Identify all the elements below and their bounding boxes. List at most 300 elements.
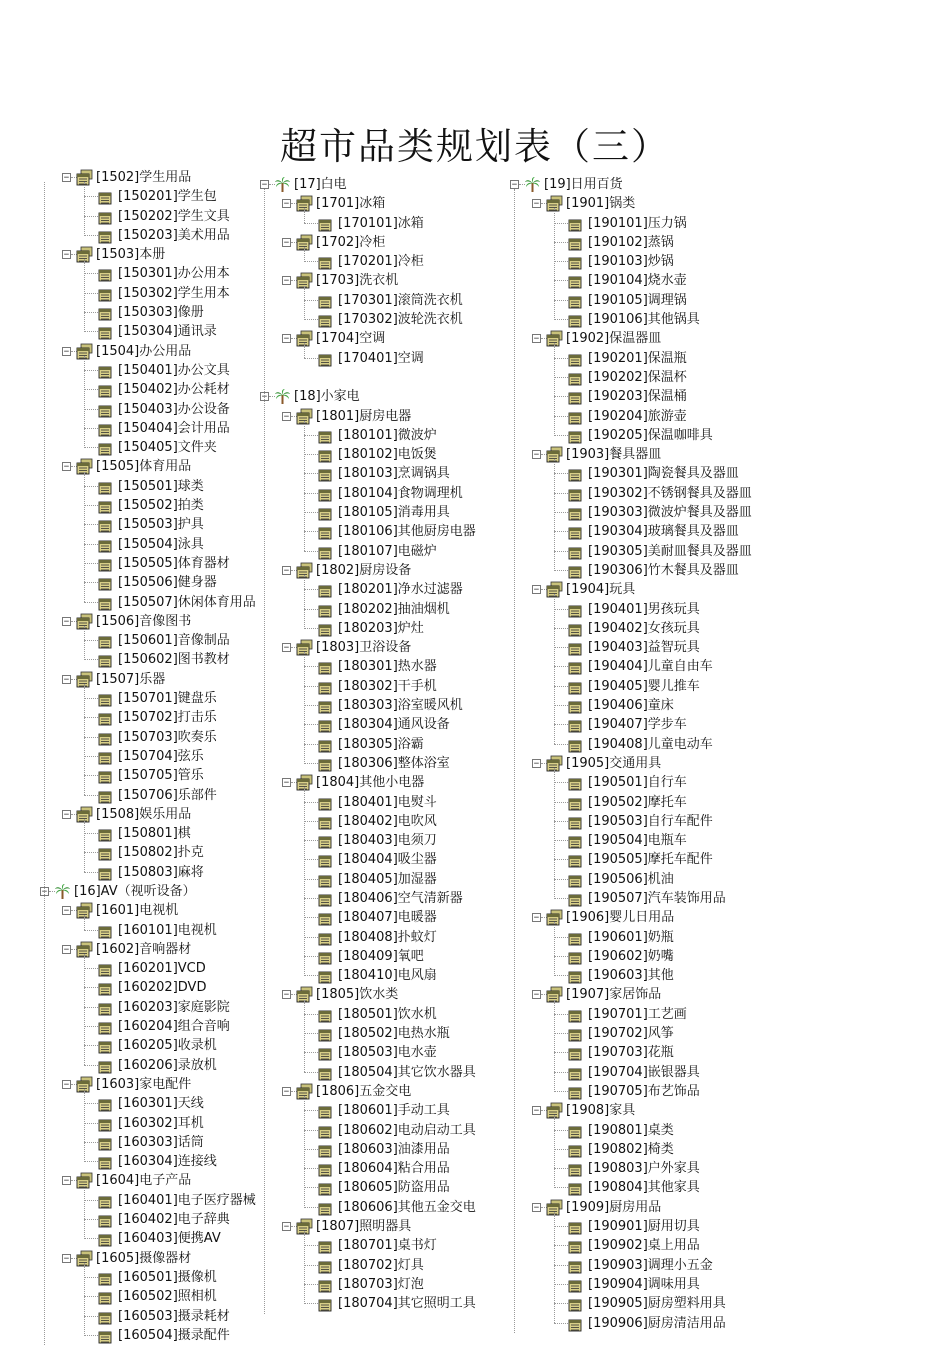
tree-leaf-item[interactable] <box>510 1082 770 1101</box>
tree-leaf-label: [190705]布艺饰品 <box>588 1083 700 1099</box>
collapse-toggle-icon[interactable]: − <box>533 450 540 461</box>
tree-node-label: [1903]餐具器皿 <box>566 447 662 463</box>
tree-leaf-item[interactable] <box>510 464 770 483</box>
item-box-icon <box>568 1044 585 1061</box>
tree-connector <box>304 917 318 918</box>
item-box-icon <box>98 979 115 996</box>
tree-leaf-item[interactable] <box>260 291 510 310</box>
collapse-toggle-icon[interactable]: − <box>533 585 540 596</box>
tree-node-category[interactable] <box>40 1249 280 1268</box>
tree-leaf-label: [190408]儿童电动车 <box>588 736 713 752</box>
tree-connector <box>304 1187 318 1188</box>
tree-leaf-item[interactable] <box>260 214 510 233</box>
tree-node-category[interactable] <box>510 908 770 927</box>
tree-leaf-item[interactable] <box>510 1159 770 1178</box>
tree-leaf-item[interactable] <box>510 1063 770 1082</box>
tree-connector <box>554 1284 568 1285</box>
tree-connector <box>84 389 98 390</box>
tree-connector <box>304 551 318 552</box>
tree-node-category[interactable] <box>510 754 770 773</box>
tree-leaf-item[interactable] <box>40 303 280 322</box>
tree-node-category[interactable] <box>40 1171 280 1190</box>
tree-leaf-item[interactable] <box>260 619 510 638</box>
tree-leaf-item[interactable] <box>40 438 280 457</box>
tree-leaf-item[interactable] <box>40 496 280 515</box>
tree-node-category[interactable] <box>260 407 510 426</box>
tree-leaf-item[interactable] <box>510 1314 770 1333</box>
tree-leaf-item[interactable] <box>40 284 280 303</box>
tree-leaf-item[interactable] <box>510 889 770 908</box>
tree-leaf-item[interactable] <box>510 831 770 850</box>
tree-leaf-item[interactable] <box>40 650 280 669</box>
tree-leaf-item[interactable] <box>40 1287 280 1306</box>
collapse-toggle-icon[interactable]: − <box>283 199 290 210</box>
tree-leaf-item[interactable] <box>510 638 770 657</box>
tree-leaf-item[interactable] <box>510 426 770 445</box>
tree-leaf-item[interactable] <box>510 1043 770 1062</box>
tree-leaf-item[interactable] <box>260 850 510 869</box>
tree-leaf-item[interactable] <box>260 1256 510 1275</box>
tree-branch-line <box>84 182 85 236</box>
tree-node-category[interactable] <box>40 612 280 631</box>
tree-connector <box>84 640 98 641</box>
tree-leaf-item[interactable] <box>40 187 280 206</box>
tree-connector <box>554 802 568 803</box>
tree-leaf-item[interactable] <box>260 735 510 754</box>
tree-leaf-item[interactable] <box>40 1268 280 1287</box>
tree-node-category[interactable] <box>260 638 510 657</box>
tree-leaf-item[interactable] <box>260 677 510 696</box>
tree-leaf-item[interactable] <box>260 310 510 329</box>
collapse-toggle-icon[interactable]: − <box>283 1222 290 1233</box>
item-box-icon <box>318 755 335 772</box>
tree-leaf-item[interactable] <box>260 1198 510 1217</box>
tree-leaf-item[interactable] <box>40 380 280 403</box>
tree-leaf-item[interactable] <box>510 349 770 368</box>
tree-node-category[interactable] <box>40 805 280 824</box>
tree-leaf-item[interactable] <box>260 696 510 715</box>
tree-leaf-item[interactable] <box>40 1307 280 1326</box>
tree-node-category[interactable] <box>510 445 770 464</box>
tree-leaf-item[interactable] <box>510 1236 770 1255</box>
tree-leaf-item[interactable] <box>40 477 280 496</box>
tree-leaf-item[interactable] <box>510 1217 770 1236</box>
tree-node-category[interactable] <box>260 773 510 792</box>
item-box-icon <box>318 1122 335 1139</box>
collapse-toggle-icon[interactable]: − <box>63 809 70 820</box>
item-box-icon <box>568 1006 585 1023</box>
tree-leaf-label: [190906]厨房清洁用品 <box>588 1315 726 1331</box>
tree-leaf-item[interactable] <box>510 1256 770 1275</box>
collapse-toggle-icon[interactable]: − <box>63 674 70 685</box>
tree-leaf-item[interactable] <box>260 1294 510 1313</box>
tree-node-category[interactable] <box>40 1075 280 1094</box>
tree-node-label: [1508]娱乐用品 <box>96 806 192 822</box>
tree-branch-line <box>84 1089 85 1162</box>
tree-leaf-item[interactable] <box>260 715 510 734</box>
tree-leaf-item[interactable] <box>510 1294 770 1313</box>
tree-leaf-item[interactable] <box>40 786 280 805</box>
tree-leaf-item[interactable] <box>510 1024 770 1043</box>
tree-leaf-item[interactable] <box>510 696 770 715</box>
tree-node-label: [1801]厨房电器 <box>316 408 412 424</box>
tree-leaf-label: [160503]摄录耗材 <box>118 1308 230 1324</box>
collapse-toggle-icon[interactable]: − <box>283 1086 290 1097</box>
tree-leaf-item[interactable] <box>510 407 770 426</box>
tree-node-category[interactable] <box>510 1101 770 1120</box>
tree-leaf-item[interactable] <box>510 619 770 638</box>
tree-leaf-item[interactable] <box>40 766 280 785</box>
tree-leaf-item[interactable] <box>510 310 770 329</box>
collapse-toggle-icon[interactable]: − <box>533 199 540 210</box>
collapse-toggle-icon[interactable]: − <box>533 758 540 769</box>
collapse-toggle-icon[interactable]: − <box>63 1253 70 1264</box>
tree-leaf-item[interactable] <box>260 1024 510 1043</box>
item-box-icon <box>568 504 585 521</box>
collapse-toggle-icon[interactable]: − <box>63 1176 70 1187</box>
tree-leaf-item[interactable] <box>40 921 280 940</box>
tree-leaf-item[interactable] <box>510 214 770 233</box>
item-box-icon <box>568 523 585 540</box>
tree-node-category[interactable] <box>260 194 510 213</box>
tree-leaf-label: [190406]童床 <box>588 698 674 714</box>
tree-node-label: [16]AV（视听设备） <box>74 883 196 899</box>
tree-node-root[interactable] <box>40 882 280 901</box>
tree-leaf-label: [150505]体育器材 <box>118 555 230 571</box>
tree-connector <box>84 524 98 525</box>
item-box-icon <box>568 658 585 675</box>
tree-leaf-item[interactable] <box>510 947 770 966</box>
tree-connector <box>554 473 568 474</box>
tree-leaf-label: [190402]女孩玩具 <box>588 620 700 636</box>
tree-leaf-item[interactable] <box>260 464 510 483</box>
tree-leaf-item[interactable] <box>40 1094 280 1113</box>
collapse-toggle-icon[interactable]: − <box>533 913 540 924</box>
tree-leaf-item[interactable] <box>260 600 510 619</box>
tree-leaf-item[interactable] <box>40 1229 280 1248</box>
tree-leaf-item[interactable] <box>260 426 510 445</box>
item-box-icon <box>568 678 585 695</box>
tree-connector <box>84 987 98 988</box>
tree-leaf-item[interactable] <box>260 1005 510 1024</box>
tree-leaf-item[interactable] <box>510 928 770 947</box>
tree-connector <box>304 975 318 976</box>
tree-leaf-item[interactable] <box>510 1178 770 1197</box>
tree-node-category[interactable] <box>40 670 280 689</box>
tree-node-label: [1507]乐器 <box>96 671 166 687</box>
tree-leaf-item[interactable] <box>510 870 770 889</box>
collapse-toggle-icon[interactable]: − <box>41 886 48 897</box>
item-box-icon <box>98 265 115 282</box>
collapse-toggle-icon[interactable]: − <box>283 643 290 654</box>
collapse-toggle-icon[interactable]: − <box>533 1106 540 1117</box>
tree-leaf-item[interactable] <box>510 1005 770 1024</box>
tree-leaf-item[interactable] <box>40 593 280 612</box>
tree-leaf-item[interactable] <box>510 715 770 734</box>
item-box-icon <box>568 1122 585 1139</box>
tree-leaf-item[interactable] <box>510 850 770 869</box>
tree-leaf-item[interactable] <box>510 812 770 831</box>
collapse-toggle-icon[interactable]: − <box>63 616 70 627</box>
collapse-toggle-icon[interactable]: − <box>283 276 290 287</box>
tree-node-category[interactable] <box>40 245 280 264</box>
tree-leaf-item[interactable] <box>40 207 280 226</box>
tree-leaf-item[interactable] <box>40 631 280 650</box>
tree-leaf-item[interactable] <box>260 889 510 908</box>
tree-leaf-item[interactable] <box>510 735 770 754</box>
tree-leaf-item[interactable] <box>40 728 280 747</box>
tree-node-category[interactable] <box>260 329 510 348</box>
tree-node-category[interactable] <box>40 342 280 361</box>
tree-leaf-label: [150502]拍类 <box>118 498 204 514</box>
tree-leaf-item[interactable] <box>40 1133 280 1152</box>
tree-connector <box>84 582 98 583</box>
tree-leaf-item[interactable] <box>510 542 770 561</box>
tree-leaf-item[interactable] <box>260 1063 510 1082</box>
tree-leaf-item[interactable] <box>260 908 510 927</box>
tree-node-root[interactable] <box>260 387 510 406</box>
tree-leaf-item[interactable] <box>510 1140 770 1159</box>
tree-node-category[interactable] <box>510 194 770 213</box>
tree-node-category[interactable] <box>510 329 770 348</box>
tree-node-category[interactable] <box>40 457 280 476</box>
tree-leaf-item[interactable] <box>40 1210 280 1229</box>
collapse-toggle-icon[interactable]: − <box>283 778 290 789</box>
tree-node-category[interactable] <box>260 985 510 1004</box>
collapse-toggle-icon[interactable]: − <box>533 1202 540 1213</box>
item-box-icon <box>98 999 115 1016</box>
tree-leaf-item[interactable] <box>510 657 770 676</box>
tree-leaf-item[interactable] <box>40 959 280 978</box>
tree-branch-line <box>554 459 555 570</box>
tree-leaf-item[interactable] <box>40 535 280 554</box>
tree-leaf-item[interactable] <box>260 503 510 522</box>
tree-leaf-label: [190905]厨房塑料用具 <box>588 1296 726 1312</box>
collapse-toggle-icon[interactable]: − <box>261 180 268 190</box>
tree-leaf-item[interactable] <box>40 863 280 882</box>
tree-node-label: [1602]音响器材 <box>96 941 192 957</box>
tree-connector <box>554 1245 568 1246</box>
tree-leaf-item[interactable] <box>260 831 510 850</box>
tree-leaf-item[interactable] <box>40 226 280 245</box>
collapse-toggle-icon[interactable]: − <box>283 990 290 1001</box>
tree-connector <box>304 435 318 436</box>
tree-leaf-item[interactable] <box>40 1017 280 1036</box>
tree-node-category[interactable] <box>260 1217 510 1236</box>
tree-leaf-item[interactable] <box>510 793 770 812</box>
tree-leaf-item[interactable] <box>260 754 510 773</box>
tree-leaf-item[interactable] <box>510 773 770 792</box>
tree-leaf-label: [180306]整体浴室 <box>338 755 450 771</box>
tree-node-category[interactable] <box>260 271 510 290</box>
tree-connector <box>304 821 318 822</box>
tree-leaf-item[interactable] <box>260 1275 510 1294</box>
tree-leaf-item[interactable] <box>260 252 510 271</box>
tree-connector <box>84 1316 98 1317</box>
tree-leaf-item[interactable] <box>510 368 770 387</box>
collapse-toggle-icon[interactable]: − <box>283 411 290 422</box>
item-box-icon <box>318 1179 335 1196</box>
tree-node-category[interactable] <box>40 901 280 920</box>
tree-leaf-item[interactable] <box>510 233 770 252</box>
tree-leaf-item[interactable] <box>510 966 770 985</box>
item-box-icon <box>568 832 585 849</box>
collapse-toggle-icon[interactable]: − <box>63 906 70 917</box>
tree-leaf-item[interactable] <box>260 1043 510 1062</box>
tree-leaf-item[interactable] <box>260 812 510 831</box>
tree-leaf-item[interactable] <box>40 419 280 438</box>
collapse-toggle-icon[interactable]: − <box>283 237 290 248</box>
tree-node-category[interactable] <box>510 1198 770 1217</box>
tree-leaf-item[interactable] <box>260 870 510 889</box>
tree-leaf-item[interactable] <box>510 484 770 503</box>
tree-connector <box>304 1110 318 1111</box>
tree-node-category[interactable] <box>260 1082 510 1101</box>
tree-leaf-item[interactable] <box>40 689 280 708</box>
tree-leaf-item[interactable] <box>260 580 510 599</box>
tree-leaf-item[interactable] <box>40 515 280 534</box>
collapse-toggle-icon[interactable]: − <box>261 392 268 403</box>
tree-leaf-item[interactable] <box>40 322 280 341</box>
tree-leaf-item[interactable] <box>260 349 510 368</box>
tree-leaf-item[interactable] <box>260 484 510 503</box>
tree-leaf-item[interactable] <box>260 928 510 947</box>
tree-connector <box>554 724 568 725</box>
tree-node-root[interactable] <box>510 175 770 194</box>
tree-leaf-item[interactable] <box>510 677 770 696</box>
collapse-toggle-icon[interactable]: − <box>63 250 70 261</box>
tree-leaf-item[interactable] <box>40 1114 280 1133</box>
collapse-toggle-icon[interactable]: − <box>63 346 70 357</box>
collapse-toggle-icon[interactable]: − <box>63 462 70 473</box>
tree-leaf-label: [160504]摄录配件 <box>118 1327 230 1343</box>
tree-connector <box>84 216 98 217</box>
tree-leaf-item[interactable] <box>510 291 770 310</box>
item-box-icon <box>98 748 115 765</box>
tree-leaf-label: [180106]其他厨房电器 <box>338 524 476 540</box>
tree-leaf-label: [180701]桌书灯 <box>338 1238 437 1254</box>
collapse-toggle-icon[interactable]: − <box>63 173 70 183</box>
collapse-toggle-icon[interactable]: − <box>63 944 70 955</box>
tree-node-category[interactable] <box>40 168 280 190</box>
tree-leaf-item[interactable] <box>260 522 510 541</box>
tree-node-label: [1506]音像图书 <box>96 613 192 629</box>
tree-leaf-item[interactable] <box>40 824 280 843</box>
item-box-icon <box>318 620 335 637</box>
tree-node-label: [1703]洗衣机 <box>316 273 399 289</box>
tree-connector <box>84 1065 98 1066</box>
tree-leaf-item[interactable] <box>40 998 280 1017</box>
collapse-toggle-icon[interactable]: − <box>511 180 518 190</box>
tree-leaf-item[interactable] <box>260 966 510 985</box>
tree-leaf-item[interactable] <box>40 978 280 997</box>
tree-leaf-item[interactable] <box>40 573 280 592</box>
collapse-toggle-icon[interactable]: − <box>533 334 540 345</box>
tree-leaf-item[interactable] <box>260 1101 510 1120</box>
tree-leaf-label: [150201]学生包 <box>118 189 217 205</box>
tree-node-category[interactable] <box>510 985 770 1004</box>
tree-node-category[interactable] <box>260 233 510 252</box>
tree-leaf-item[interactable] <box>260 1178 510 1197</box>
tree-leaf-label: [150404]会计用品 <box>118 420 230 436</box>
tree-leaf-label: [190904]调味用具 <box>588 1276 700 1292</box>
tree-node-category[interactable] <box>260 561 510 580</box>
tree-leaf-item[interactable] <box>510 522 770 541</box>
tree-leaf-item[interactable] <box>260 542 510 561</box>
tree-leaf-item[interactable] <box>510 561 770 580</box>
tree-connector <box>304 628 318 629</box>
tree-leaf-item[interactable] <box>40 1036 280 1055</box>
tree-leaf-item[interactable] <box>260 947 510 966</box>
tree-leaf-label: [150507]休闲体育用品 <box>118 594 256 610</box>
tree-leaf-label: [170201]冷柜 <box>338 254 424 270</box>
tree-leaf-item[interactable] <box>260 1236 510 1255</box>
tree-leaf-label: [190704]嵌银器具 <box>588 1064 700 1080</box>
item-box-icon <box>98 555 115 572</box>
tree-leaf-item[interactable] <box>40 554 280 573</box>
tree-leaf-item[interactable] <box>40 843 280 862</box>
tree-branch-line <box>84 472 85 603</box>
tree-leaf-item[interactable] <box>510 1275 770 1294</box>
tree-leaf-item[interactable] <box>40 400 280 419</box>
tree-connector <box>84 1277 98 1278</box>
tree-leaf-item[interactable] <box>510 503 770 522</box>
tree-leaf-label: [150504]泳具 <box>118 536 204 552</box>
tree-leaf-item[interactable] <box>260 657 510 676</box>
tree-connector <box>554 396 568 397</box>
tree-leaf-label: [160502]照相机 <box>118 1289 217 1305</box>
tree-leaf-label: [190204]旅游壶 <box>588 408 687 424</box>
collapse-toggle-icon[interactable]: − <box>283 334 290 345</box>
tree-leaf-item[interactable] <box>40 264 280 283</box>
tree-node-category[interactable] <box>510 580 770 599</box>
tree-leaf-label: [180305]浴霸 <box>338 736 424 752</box>
collapse-toggle-icon[interactable]: − <box>63 1079 70 1090</box>
collapse-toggle-icon[interactable]: − <box>533 990 540 1001</box>
tree-leaf-label: [190404]儿童自由车 <box>588 659 713 675</box>
tree-leaf-label: [180402]电吹风 <box>338 813 437 829</box>
tree-leaf-item[interactable] <box>510 252 770 271</box>
tree-leaf-item[interactable] <box>260 445 510 464</box>
tree-leaf-item[interactable] <box>40 708 280 727</box>
item-box-icon <box>98 1211 115 1228</box>
tree-connector <box>554 744 568 745</box>
tree-leaf-item[interactable] <box>40 1191 280 1210</box>
tree-leaf-item[interactable] <box>260 793 510 812</box>
tree-leaf-item[interactable] <box>260 1121 510 1140</box>
collapse-toggle-icon[interactable]: − <box>283 565 290 576</box>
tree-leaf-item[interactable] <box>40 1152 280 1171</box>
tree-connector <box>84 833 98 834</box>
tree-connector <box>84 312 98 313</box>
tree-leaf-item[interactable] <box>510 1121 770 1140</box>
tree-leaf-item[interactable] <box>40 1056 280 1075</box>
tree-node-category[interactable] <box>40 940 280 959</box>
tree-node-root[interactable] <box>260 175 510 194</box>
tree-leaf-item[interactable] <box>40 1326 280 1345</box>
tree-leaf-item[interactable] <box>40 747 280 766</box>
item-box-icon <box>98 1115 115 1132</box>
tree-leaf-item[interactable] <box>510 271 770 290</box>
tree-leaf-label: [160101]电视机 <box>118 922 217 938</box>
tree-leaf-item[interactable] <box>260 1140 510 1159</box>
tree-node-label: [1807]照明器具 <box>316 1219 412 1235</box>
tree-leaf-item[interactable] <box>510 600 770 619</box>
tree-leaf-item[interactable] <box>510 387 770 406</box>
tree-leaf-item[interactable] <box>40 361 280 380</box>
tree-leaf-label: [190507]汽车装饰用品 <box>588 890 726 906</box>
tree-leaf-item[interactable] <box>260 1159 510 1178</box>
